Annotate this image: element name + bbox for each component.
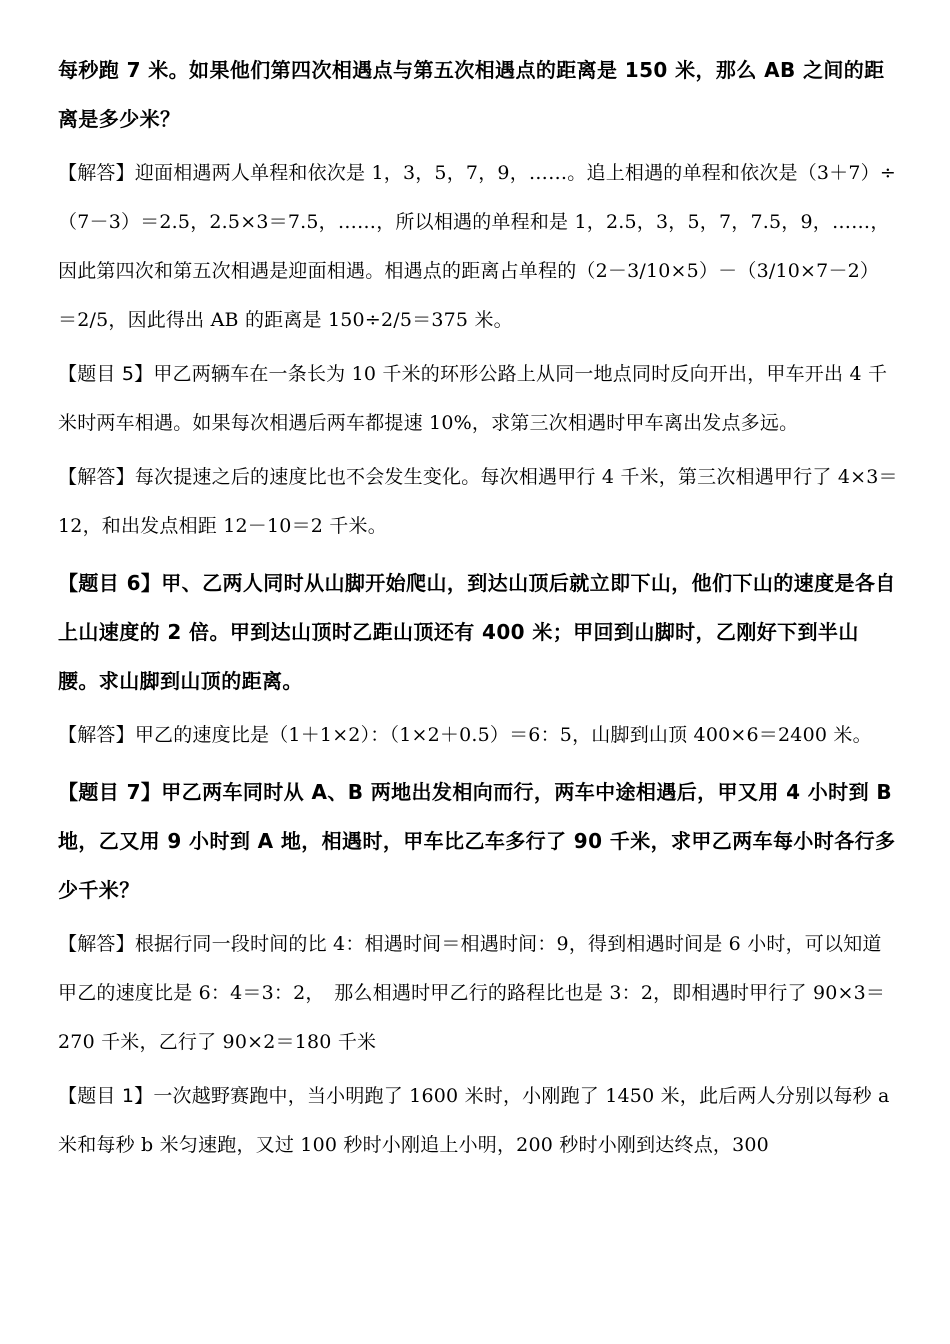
answer-tag: 【解答】 [58, 724, 135, 746]
answer-6 [58, 711, 898, 760]
problem-4-continuation: 每秒跑 7 米。如果他们第四次相遇点与第五次相遇点的距离是 150 米，那么 AB 之间的距离是多少米？ [58, 58, 885, 131]
answer-tag: 【解答】 [58, 933, 135, 955]
problem-tag: 【题目 1】 [58, 1085, 154, 1107]
answer-5 [58, 453, 898, 551]
answer-7 [58, 920, 898, 1067]
problem-tag: 【题目 5】 [58, 363, 154, 385]
problem-text: 一次越野赛跑中，当小明跑了 1600 米时，小刚跑了 1450 米，此后两人分别以每秒 a 米和每秒 b 米匀速跑，又过 100 秒时小刚追上小明，200 秒时小刚到达终点，300 [58, 1085, 890, 1156]
problem-5 [58, 350, 898, 448]
problem-6: 【题目 6】甲、乙两人同时从山脚开始爬山，到达山顶后就立即下山，他们下山的速度是各自上山速度的 2 倍。甲到达山顶时乙距山顶还有 400 米；甲回到山脚时，乙刚好下到半山腰。求山脚到山顶的距离。 [58, 571, 896, 693]
problem-7: 【题目 7】甲乙两车同时从 A、B 两地出发相向而行，两车中途相遇后，甲又用 4 小时到 B 地，乙又用 9 小时到 A 地，相遇时，甲车比乙车多行了 90 千米，求甲乙两车每小时各行多少千米？ [58, 780, 896, 902]
answer-4 [58, 149, 898, 345]
problem-1 [58, 1072, 898, 1170]
document-page [58, 46, 898, 1170]
problem-text: 甲乙两辆车在一条长为 10 千米的环形公路上从同一地点同时反向开出，甲车开出 4 千米时两车相遇。如果每次相遇后两车都提速 10%，求第三次相遇时甲车离出发点多远。 [58, 363, 888, 434]
answer-tag: 【解答】 [58, 162, 135, 184]
answer-text: 迎面相遇两人单程和依次是 1，3，5，7，9，……。追上相遇的单程和依次是（3＋7）÷（7－3）＝2.5，2.5×3＝7.5，……，所以相遇的单程和是 1，2.5，3，5，7，7.5，9，……，因此第四次和第五次相遇是迎面相遇。相遇点的距离占单程的（2－3/10×5）－（3/10×7－2）＝2/5，因此得出 AB 的距离是 150÷2/5＝375 米。 [58, 162, 896, 331]
answer-text: 甲乙的速度比是（1＋1×2）：（1×2＋0.5）＝6：5，山脚到山顶 400×6＝2400 米。 [134, 724, 872, 746]
answer-text: 每次提速之后的速度比也不会发生变化。每次相遇甲行 4 千米，第三次相遇甲行了 4×3＝12，和出发点相距 12－10＝2 千米。 [58, 466, 898, 537]
answer-text: 根据行同一段时间的比 4：相遇时间＝相遇时间：9，得到相遇时间是 6 小时，可以知道甲乙的速度比是 6：4＝3：2， 那么相遇时甲乙行的路程比也是 3：2，即相遇时甲行了 90×3＝270 千米，乙行了 90×2＝180 千米 [58, 933, 886, 1053]
answer-tag: 【解答】 [58, 466, 135, 488]
